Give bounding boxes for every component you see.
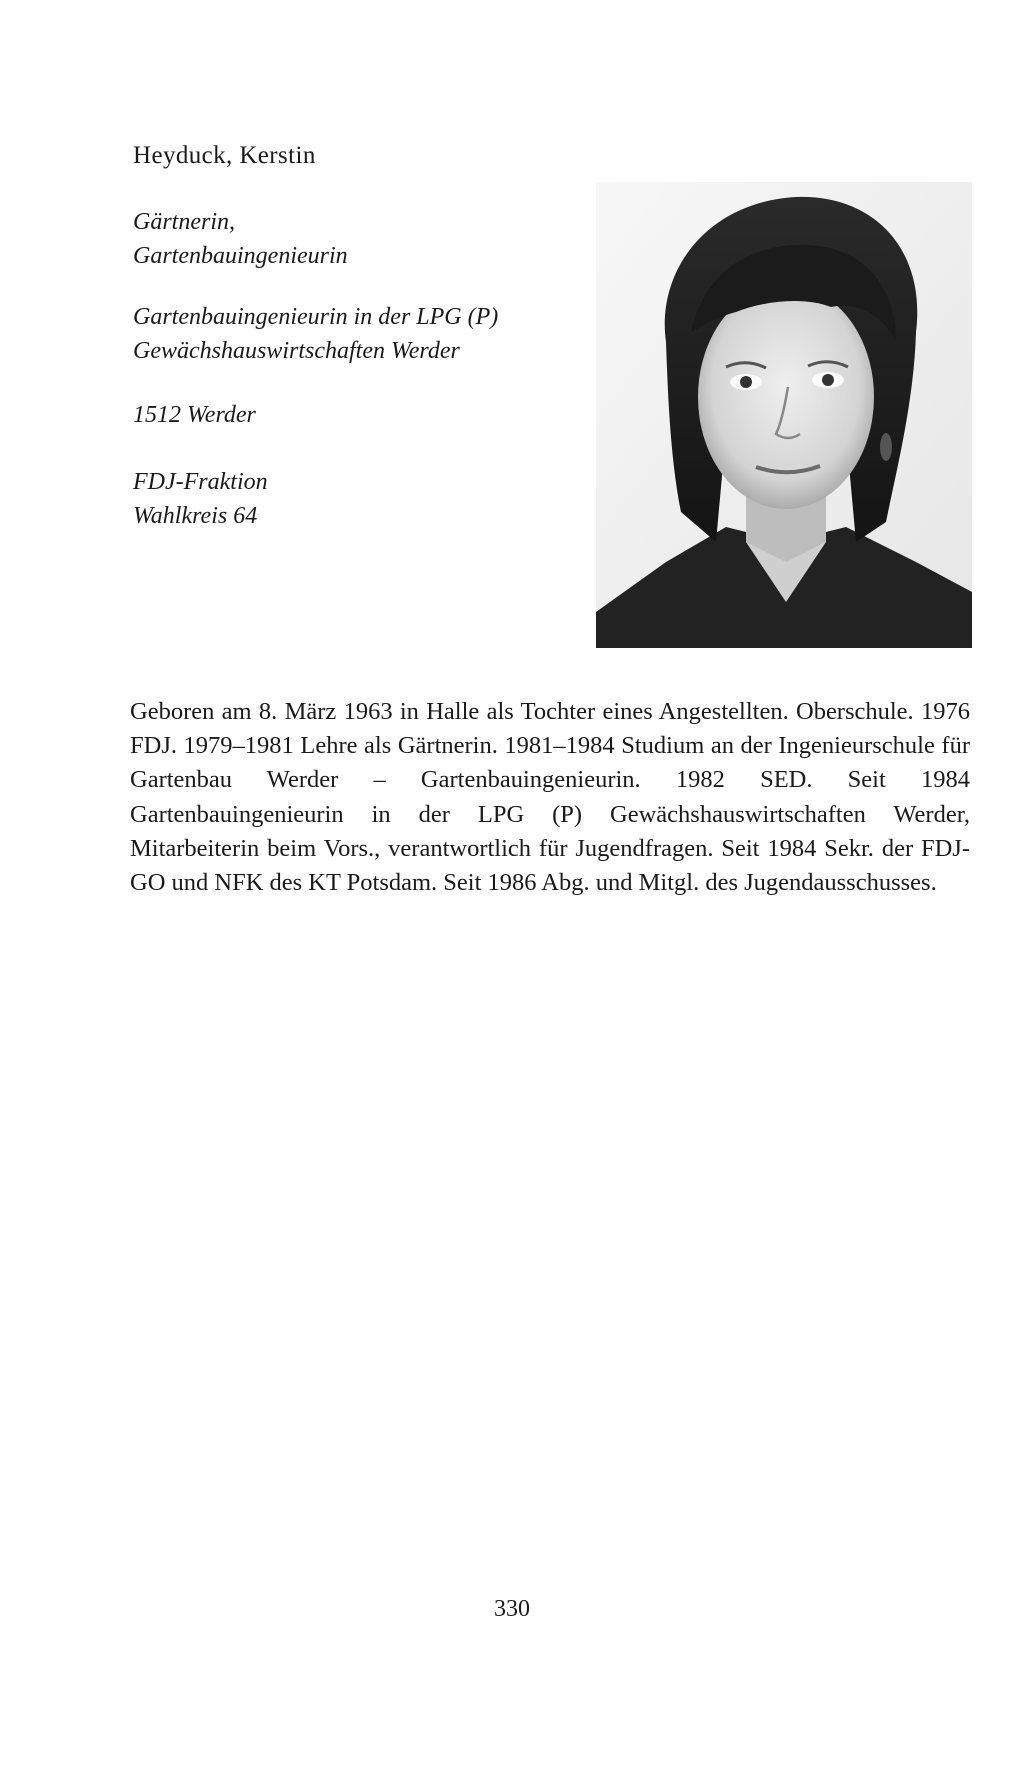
position-line-1: Gartenbauingenieurin in der LPG (P) <box>133 304 499 330</box>
position-line-2: Gewächshauswirtschaften Werder <box>133 338 460 364</box>
profession-line-2: Gartenbauingenieurin <box>133 243 348 269</box>
faction-block <box>133 465 593 533</box>
biography-text: Geboren am 8. März 1963 in Halle als Tochter eines Angestellten. Oberschule. 1976 FDJ. 1979–1981 Lehre als Gärtnerin. 1981–1984 Studium an der Ingenieurschule für Gartenbau Werder – Gartenbauingenieurin. 1982 SED. Seit 1984 Gartenbauingenieurin in der LPG (P) Gewächshauswirtschaften Werder, Mitarbeiterin beim Vors., verantwortlich für Jugendfragen. Seit 1984 Sekr. der FDJ-GO und NFK des KT Potsdam. Seit 1986 Abg. und Mitgl. des Jugendausschusses. <box>130 698 970 897</box>
person-name: Heyduck, Kerstin <box>133 142 316 169</box>
address: 1512 Werder <box>133 402 256 428</box>
faction-line-1: FDJ-Fraktion <box>133 469 268 495</box>
position-block <box>133 300 593 368</box>
page-number: 330 <box>494 1596 530 1622</box>
profession-line-1: Gärtnerin, <box>133 209 235 235</box>
portrait-photo <box>596 182 972 648</box>
faction-line-2: Wahlkreis 64 <box>133 503 258 529</box>
profession-block <box>133 205 593 273</box>
